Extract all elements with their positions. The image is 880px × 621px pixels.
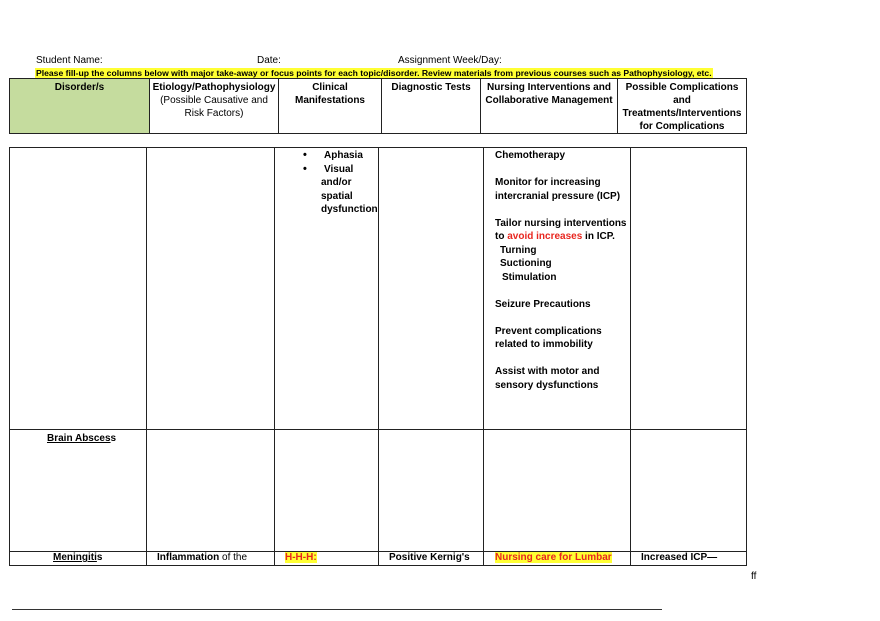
increased-icp-label: Increased ICP— (641, 552, 718, 563)
row1-complications-cell (631, 148, 747, 430)
intervention-tailor-2-red: avoid increases (507, 231, 583, 242)
header-clinical-1: Clinical (312, 82, 348, 93)
header-disorders (10, 79, 150, 134)
header-complications-4: for Complications (639, 121, 725, 132)
row1-etiology-cell (147, 148, 275, 430)
header-nursing-2: Collaborative Management (485, 95, 613, 106)
meningitis-etiology-bold: Inflammation (157, 552, 220, 563)
intervention-monitor-2: intercranial pressure (ICP) (495, 190, 621, 202)
row2-disorder-cell (10, 430, 147, 552)
intervention-seizure: Seizure Precautions (495, 298, 591, 310)
header-etiology (150, 79, 279, 134)
instructions-text: Please fill-up the columns below with major take-away or focus points for each topic/disorder. Review materials from previous courses such as Pathophysiology, etc. (36, 68, 712, 78)
row3-complications-cell (631, 552, 747, 566)
row1-disorder-cell (10, 148, 147, 430)
row3-disorder-cell (10, 552, 147, 566)
row2-interventions-cell (484, 430, 631, 552)
table-row (10, 148, 747, 430)
meningitis-etiology-rest: of the (219, 552, 248, 563)
intervention-chemotherapy: Chemotherapy (495, 150, 566, 161)
header-nursing (481, 79, 618, 134)
intervention-turning: Turning (500, 244, 537, 256)
intervention-assist-2: sensory dysfunctions (495, 379, 599, 391)
date-label: Date: (257, 55, 281, 66)
intervention-prevent-2: related to immobility (495, 339, 593, 350)
intervention-assist-1: Assist with motor and (495, 366, 600, 377)
stray-text: ff (751, 571, 757, 582)
row1-manifestations-cell (275, 148, 379, 430)
manifestation-item: and/or (321, 177, 352, 188)
row3-manifestations-cell (275, 552, 379, 566)
intervention-tailor-2-pre: to (495, 231, 508, 242)
header-complications-2: and (673, 95, 691, 106)
row2-complications-cell (631, 430, 747, 552)
brain-abscess-label-tail: s (110, 433, 117, 444)
brain-abscess-label: Brain Absces (47, 433, 111, 444)
header-diagnostic (382, 79, 481, 134)
row2-etiology-cell (147, 430, 275, 552)
manifestation-item: spatial (321, 190, 353, 202)
header-nursing-1: Nursing Interventions and (487, 82, 611, 93)
row2-diagnostic-cell (379, 430, 484, 552)
intervention-prevent-1: Prevent complications (495, 325, 602, 337)
header-clinical (279, 79, 382, 134)
intervention-suctioning: Suctioning (500, 258, 552, 269)
row3-etiology-cell (147, 552, 275, 566)
row1-interventions-cell (484, 148, 631, 430)
row2-manifestations-cell (275, 430, 379, 552)
row3-diagnostic-cell (379, 552, 484, 566)
header-etiology-sub-2: Risk Factors) (184, 108, 244, 119)
header-disorders-label: Disorder/s (54, 82, 105, 93)
header-clinical-2: Manifestations (294, 95, 365, 106)
kernig-label: Positive Kernig's (389, 552, 470, 563)
meningitis-label: Meningiti (53, 552, 97, 563)
student-name-label: Student Name: (36, 55, 103, 66)
header-complications-3: Treatments/Interventions (622, 108, 742, 119)
table-row (10, 430, 747, 552)
column-header-table (9, 78, 747, 134)
header-complications (618, 79, 747, 134)
disorders-table (9, 147, 747, 566)
intervention-tailor-1: Tailor nursing interventions (495, 217, 627, 229)
manifestations-list (275, 148, 378, 217)
header-diagnostic-label: Diagnostic Tests (391, 82, 471, 93)
table-row (10, 552, 747, 566)
assignment-label: Assignment Week/Day: (398, 55, 502, 66)
header-complications-1: Possible Complications (625, 82, 739, 93)
intervention-monitor-1: Monitor for increasing (495, 177, 601, 188)
intervention-tailor-2 (495, 230, 630, 244)
row3-interventions-cell (484, 552, 631, 566)
intervention-stimulation: Stimulation (502, 271, 557, 283)
header-etiology-sub-1: (Possible Causative and (160, 95, 268, 106)
meningitis-label-tail: s (96, 552, 103, 563)
manifestation-item: dysfunction (321, 204, 378, 215)
footer-divider (12, 609, 662, 610)
manifestation-item: • Aphasia (321, 149, 378, 163)
header-etiology-title: Etiology/Pathophysiology (152, 82, 276, 93)
intervention-tailor-2-post: in ICP. (582, 231, 615, 242)
manifestation-item: • Visual (321, 163, 378, 177)
lumbar-care-label: Nursing care for Lumbar (495, 552, 612, 563)
row1-diagnostic-cell (379, 148, 484, 430)
hhh-label: H-H-H: (285, 552, 317, 563)
